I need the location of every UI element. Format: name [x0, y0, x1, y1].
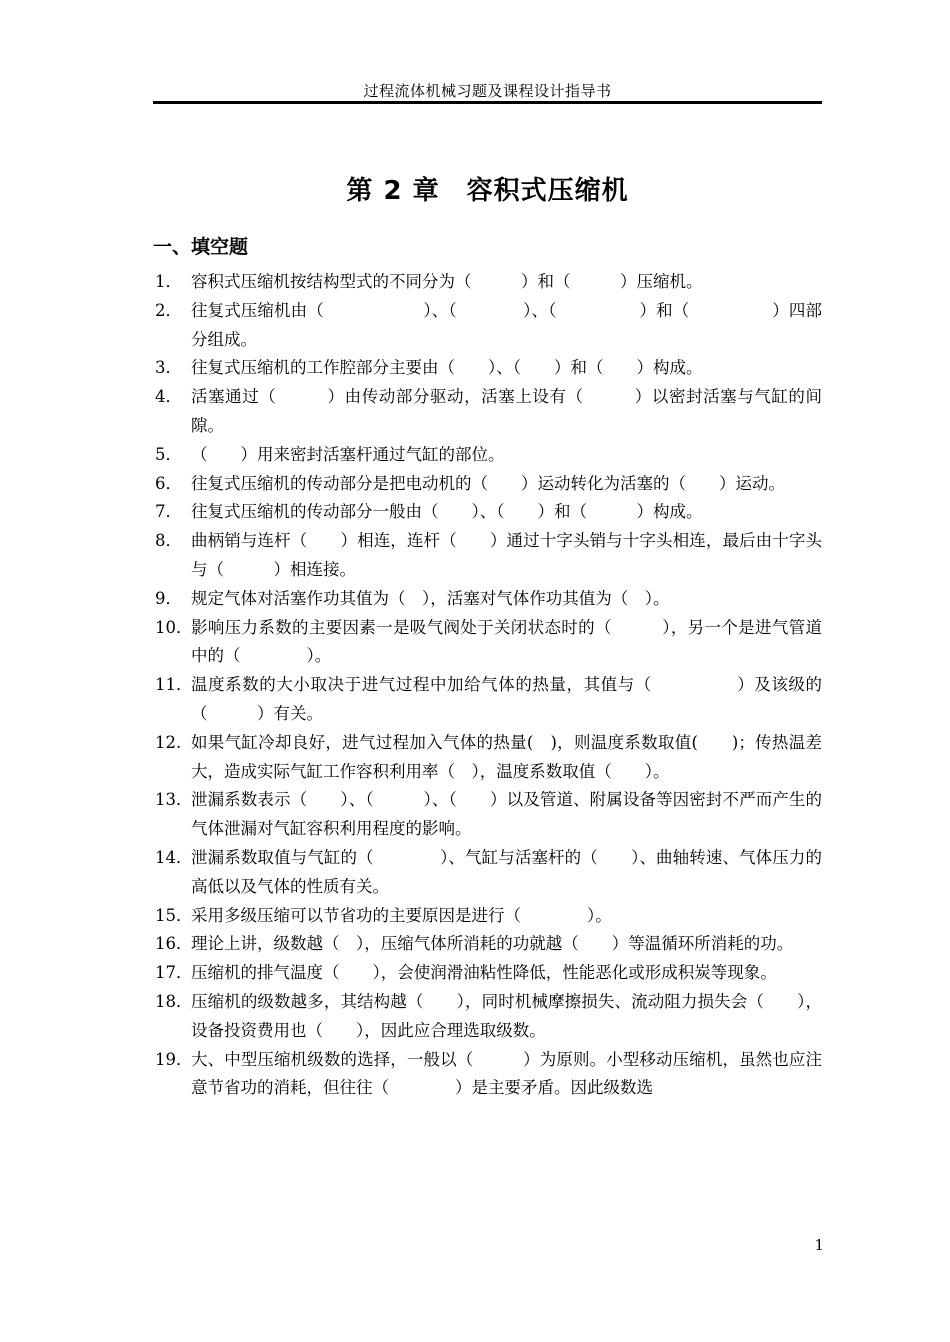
question-text: 往复式压缩机的传动部分是把电动机的（ ）运动转化为活塞的（ ）运动。 [191, 473, 785, 493]
question-number: 15． [155, 905, 193, 925]
question-text: 如果气缸冷却良好，进气过程加入气体的热量( )，则温度系数取值( )；传热温差大，造成实际气缸工作容积利用率（ ），温度系数取值（ ）。 [191, 732, 822, 781]
question-item [155, 844, 822, 902]
question-number: 7． [155, 502, 182, 522]
section-title: 一、填空题 [153, 236, 249, 258]
question-number: 18． [155, 991, 193, 1011]
chapter-title: 第 2 章 容积式压缩机 [346, 176, 629, 206]
header-rule [153, 101, 822, 104]
question-text: 泄漏系数取值与气缸的（ ）、气缸与活塞杆的（ ）、曲轴转速、气体压力的高低以及气体的性质有关。 [191, 847, 822, 896]
question-number: 1． [155, 272, 182, 291]
question-item [155, 729, 822, 787]
question-item [155, 470, 822, 499]
question-text: 容积式压缩机按结构型式的不同分为（ ）和（ ）压缩机。 [191, 272, 703, 291]
question-text: 往复式压缩机由（ ）、（ ）、（ ）和（ ）四部分组成。 [191, 300, 822, 349]
question-item [155, 959, 822, 988]
question-text: 采用多级压缩可以节省功的主要原因是进行（ ）。 [191, 905, 612, 925]
question-number: 13． [155, 790, 193, 810]
question-number: 11． [155, 675, 193, 695]
question-item [155, 354, 822, 383]
question-number: 12. [155, 732, 182, 752]
question-number: 9． [155, 588, 182, 608]
question-number: 16． [155, 934, 193, 954]
question-text: 影响压力系数的主要因素一是吸气阀处于关闭状态时的（ ），另一个是进气管道中的（ ）。 [191, 617, 822, 666]
question-text: 理论上讲，级数越（ ），压缩气体所消耗的功就越（ ）等温循环所消耗的功。 [191, 934, 794, 954]
question-text: 泄漏系数表示（ ）、（ ）、（ ）以及管道、附属设备等因密封不严而产生的气体泄漏对气缸容积利用程度的影响。 [191, 790, 822, 839]
question-text: 大、中型压缩机级数的选择，一般以（ ）为原则。小型移动压缩机，虽然也应注意节省功的消耗，但往往（ ）是主要矛盾。因此级数选 [191, 1049, 822, 1098]
question-item [155, 383, 822, 441]
question-number: 19． [155, 1049, 193, 1069]
question-item [155, 902, 822, 931]
question-number: 14． [155, 847, 193, 867]
question-text: 往复式压缩机的传动部分一般由（ ）、（ ）和（ ）构成。 [191, 502, 703, 522]
question-item [155, 614, 822, 672]
question-list [155, 268, 822, 1103]
question-text: 往复式压缩机的工作腔部分主要由（ ）、（ ）和（ ）构成。 [191, 358, 703, 378]
question-number: 17． [155, 963, 193, 983]
question-number: 4． [155, 387, 182, 407]
question-number: 3． [155, 358, 182, 378]
question-number: 10． [155, 617, 193, 637]
question-text: 压缩机的级数越多，其结构越（ ），同时机械摩擦损失、流动阻力损失会（ ），设备投资费用也（ ），因此应合理选取级数。 [191, 991, 822, 1040]
running-header: 过程流体机械习题及课程设计指导书 [363, 82, 612, 100]
page-number: 1 [814, 1236, 824, 1254]
question-text: 压缩机的排气温度（ ），会使润滑油粘性降低，性能恶化或形成积炭等现象。 [191, 963, 777, 983]
question-item [155, 1046, 822, 1104]
question-item [155, 585, 822, 614]
question-number: 2． [155, 300, 182, 320]
question-item [155, 988, 822, 1046]
question-text: 活塞通过（ ）由传动部分驱动，活塞上设有（ ）以密封活塞与气缸的间隙。 [191, 387, 822, 435]
question-item [155, 498, 822, 527]
question-item [155, 671, 822, 729]
question-item [155, 930, 822, 959]
question-text: 规定气体对活塞作功其值为（ ），活塞对气体作功其值为（ ）。 [191, 588, 670, 608]
question-item [155, 786, 822, 844]
question-text: （ ）用来密封活塞杆通过气缸的部位。 [191, 444, 505, 464]
question-item [155, 527, 822, 585]
question-number: 8． [155, 531, 182, 551]
question-text: 曲柄销与连杆（ ）相连，连杆（ ）通过十字头销与十字头相连，最后由十字头与（ ）相连接。 [191, 531, 822, 579]
question-number: 6． [155, 473, 182, 493]
question-item [155, 441, 822, 470]
question-text: 温度系数的大小取决于进气过程中加给气体的热量，其值与（ ）及该级的（ ）有关。 [191, 675, 822, 723]
question-item [155, 297, 822, 355]
question-number: 5． [155, 444, 182, 464]
question-item [155, 268, 822, 297]
